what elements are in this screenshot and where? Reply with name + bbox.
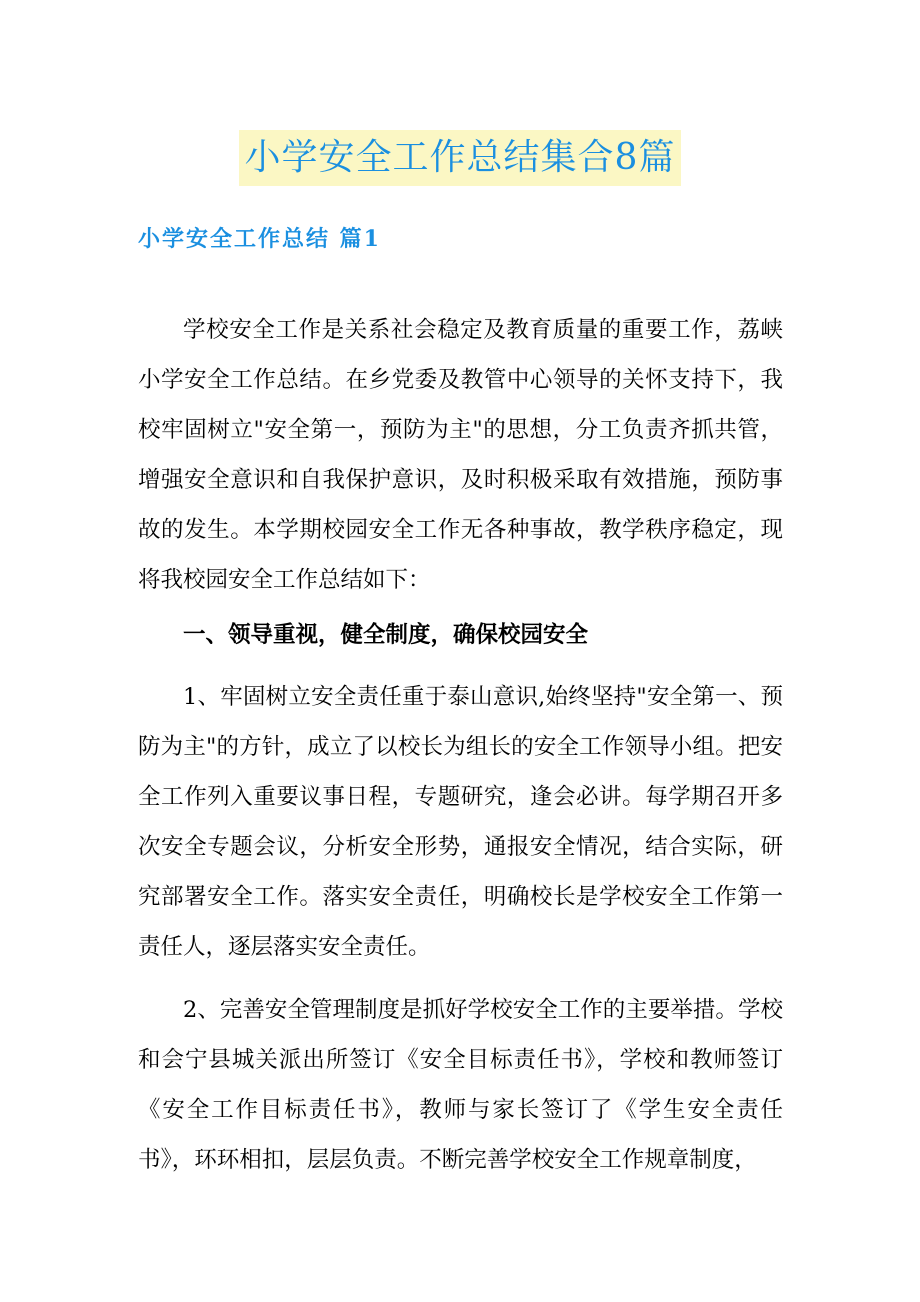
subsection-heading: 一、领导重视，健全制度，确保校园安全: [183, 622, 589, 648]
section-heading: 小学安全工作总结 篇1: [138, 226, 381, 252]
document-title: 小学安全工作总结集合8篇: [239, 130, 682, 186]
paragraph-intro: 学校安全工作是关系社会稳定及教育质量的重要工作，荔峡小学安全工作总结。在乡党委及教管中心领导的关怀支持下，我校牢固树立"安全第一，预防为主"的思想，分工负责齐抓共管，增强安全意识和自我保护意识，及时积极采取有效措施，预防事故的发生。本学期校园安全工作无各种事故，教学秩序稳定，现将我校园安全工作总结如下：: [138, 317, 783, 593]
document-title-row: [0, 130, 920, 186]
paragraph-item-2: 2、完善安全管理制度是抓好学校安全工作的主要举措。学校和会宁县城关派出所签订《安全目标责任书》，学校和教师签订《安全工作目标责任书》，教师与家长签订了《学生安全责任书》，环环相扣，层层负责。不断完善学校安全工作规章制度，: [138, 997, 783, 1173]
paragraph-item-1: 1、牢固树立安全责任重于泰山意识,始终坚持"安全第一、预防为主"的方针，成立了以校长为组长的安全工作领导小组。把安全工作列入重要议事日程，专题研究，逢会必讲。每学期召开多次安全专题会议，分析安全形势，通报安全情况，结合实际，研究部署安全工作。落实安全责任，明确校长是学校安全工作第一责任人，逐层落实安全责任。: [138, 684, 783, 960]
